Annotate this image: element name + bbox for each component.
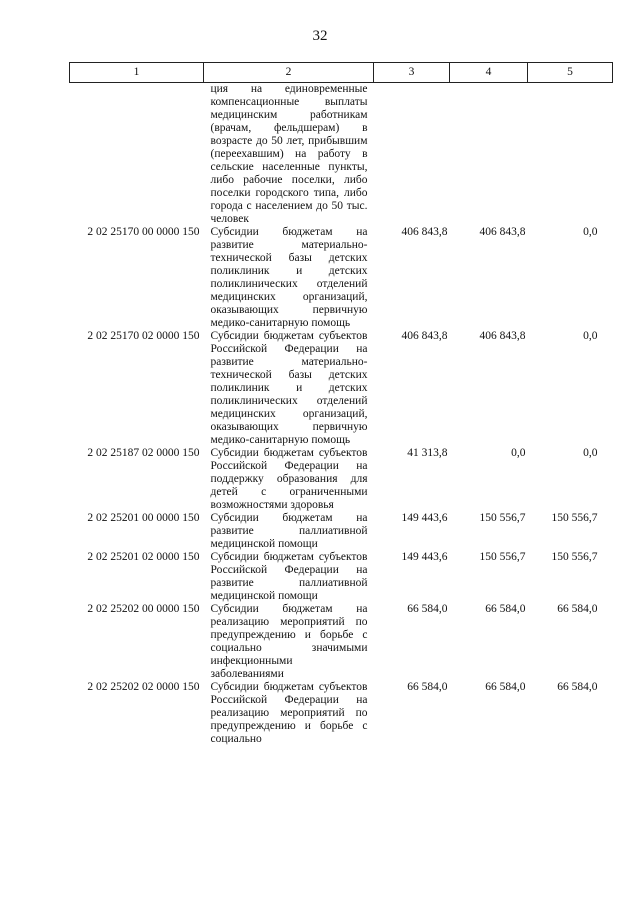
table-header-row	[70, 63, 613, 83]
row-value-col3: 406 843,8	[401, 330, 448, 342]
row-description: Субсидии бюджетам субъектов Российской Федерации на развитие материально-технической базы детских поликлиник и детских поликлинических отделений медицинских организаций, оказывающих первичную медико-санитарную помощь	[210, 330, 368, 446]
row-code: 2 02 25187 02 0000 150	[87, 447, 200, 459]
row-value-col4: 66 584,0	[485, 681, 526, 693]
row-code: 2 02 25202 00 0000 150	[87, 603, 200, 615]
row-code: 2 02 25201 02 0000 150	[87, 551, 200, 563]
row-code: 2 02 25201 00 0000 150	[87, 512, 200, 524]
budget-revenue-table	[69, 62, 613, 746]
table-row	[70, 226, 613, 330]
row-value-col4: 150 556,7	[479, 551, 526, 563]
row-value-col5: 0,0	[583, 226, 598, 238]
row-value-col3: 41 313,8	[407, 447, 448, 459]
row-description: Субсидии бюджетам субъектов Российской Федерации на поддержку образования для детей с ограниченными возможностями здоровья	[210, 447, 368, 511]
page-number: 32	[312, 28, 328, 44]
row-value-col5: 66 584,0	[557, 603, 598, 615]
table-row	[70, 681, 613, 746]
column-header-3: 3	[374, 63, 450, 83]
row-value-col4: 0,0	[511, 447, 526, 459]
row-value-col5	[528, 83, 613, 227]
row-value-col5: 0,0	[583, 330, 598, 342]
row-code	[70, 83, 204, 227]
row-value-col4: 406 843,8	[479, 226, 526, 238]
row-value-col3: 66 584,0	[407, 603, 448, 615]
row-code: 2 02 25170 00 0000 150	[87, 226, 200, 238]
row-code: 2 02 25170 02 0000 150	[87, 330, 200, 342]
row-value-col5: 66 584,0	[557, 681, 598, 693]
row-description: Субсидии бюджетам субъектов Российской Федерации на развитие паллиативной медицинской помощи	[210, 551, 368, 602]
row-value-col4: 150 556,7	[479, 512, 526, 524]
row-value-col5: 150 556,7	[551, 512, 598, 524]
row-value-col3: 66 584,0	[407, 681, 448, 693]
column-header-1: 1	[70, 63, 204, 83]
row-value-col3: 149 443,6	[401, 512, 448, 524]
row-description: ция на единовременные компенсационные выплаты медицинским работникам (врачам, фельдшерам) в возрасте до 50 лет, прибывшим (переехавшим) на работу в сельские населенные пункты, либо рабочие поселки, либо поселки городского типа, либо города с населением до 50 тыс. человек	[210, 83, 368, 225]
row-description: Субсидии бюджетам на развитие материально-технической базы детских поликлиник и детских поликлинических отделений медицинских организаций, оказывающих первичную медико-санитарную помощь	[210, 226, 368, 329]
row-description: Субсидии бюджетам субъектов Российской Федерации на реализацию мероприятий по предупреждению и борьбе с социально	[210, 681, 368, 745]
table-row	[70, 330, 613, 447]
row-value-col3: 149 443,6	[401, 551, 448, 563]
table-row	[70, 83, 613, 227]
row-value-col3	[374, 83, 450, 227]
row-code: 2 02 25202 02 0000 150	[87, 681, 200, 693]
table-row	[70, 512, 613, 551]
column-header-2: 2	[204, 63, 374, 83]
table-row	[70, 447, 613, 512]
row-value-col4: 66 584,0	[485, 603, 526, 615]
row-value-col5: 150 556,7	[551, 551, 598, 563]
row-description: Субсидии бюджетам на развитие паллиативной медицинской помощи	[210, 512, 368, 550]
row-value-col3: 406 843,8	[401, 226, 448, 238]
column-header-5: 5	[528, 63, 613, 83]
row-value-col4: 406 843,8	[479, 330, 526, 342]
row-value-col4	[450, 83, 528, 227]
table-row	[70, 551, 613, 603]
row-description: Субсидии бюджетам на реализацию мероприятий по предупреждению и борьбе с социально значимыми инфекционными заболеваниями	[210, 603, 368, 680]
column-header-4: 4	[450, 63, 528, 83]
table-row	[70, 603, 613, 681]
row-value-col5: 0,0	[583, 447, 598, 459]
